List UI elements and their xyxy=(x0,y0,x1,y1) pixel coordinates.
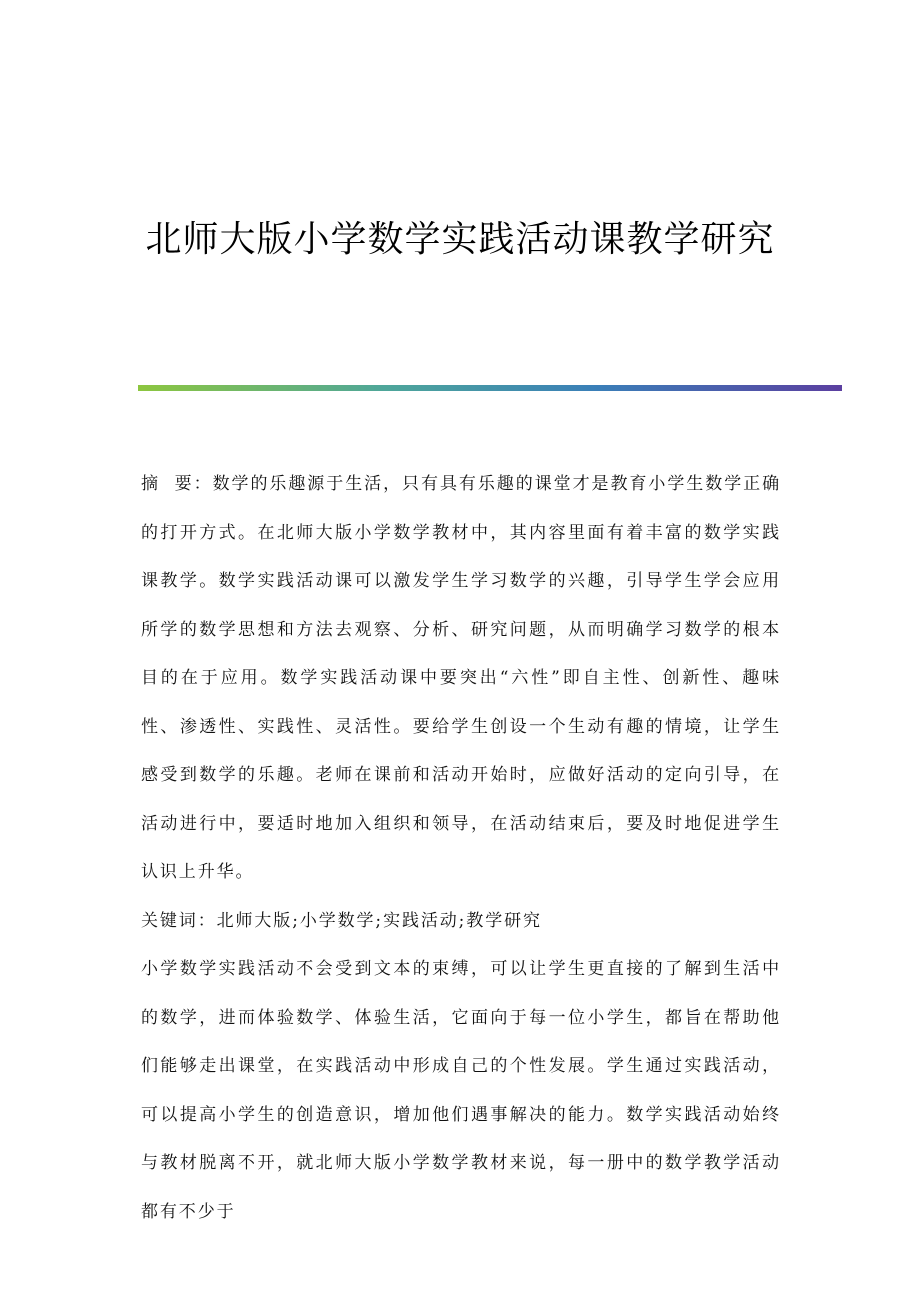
abstract-text: 数学的乐趣源于生活，只有具有乐趣的课堂才是教育小学生数学正确的打开方式。在北师大版小学数学教材中，其内容里面有着丰富的数学实践课教学。数学实践活动课可以激发学生学习数学的兴趣，引导学生学会应用所学的数学思想和方法去观察、分析、研究问题，从而明确学习数学的根本目的在于应用。数学实践活动课中要突出“六性”即自主性、创新性、趣味性、渗透性、实践性、灵活性。要给学生创设一个生动有趣的情境，让学生感受到数学的乐趣。老师在课前和活动开始时，应做好活动的定向引导，在活动进行中，要适时地加入组织和领导，在活动结束后，要及时地促进学生认识上升华。 xyxy=(141,474,782,882)
keywords-label: 关键词： xyxy=(141,910,217,931)
abstract-paragraph xyxy=(141,460,781,897)
abstract-label: 摘 要： xyxy=(141,474,213,494)
document-title: 北师大版小学数学实践活动课教学研究 xyxy=(145,219,775,260)
document-body xyxy=(141,460,781,1236)
keywords-text: 北师大版;小学数学;实践活动;教学研究 xyxy=(216,910,542,931)
title-divider-bar xyxy=(138,385,842,391)
keywords-paragraph xyxy=(141,897,781,946)
body-paragraph-1: 小学数学实践活动不会受到文本的束缚，可以让学生更直接的了解到生活中的数学，进而体验数学、体验生活，它面向于每一位小学生，都旨在帮助他们能够走出课堂，在实践活动中形成自己的个性发展。学生通过实践活动，可以提高小学生的创造意识，增加他们遇事解决的能力。数学实践活动始终与教材脱离不开，就北师大版小学数学教材来说，每一册中的数学教学活动都有不少于 xyxy=(141,959,781,1222)
